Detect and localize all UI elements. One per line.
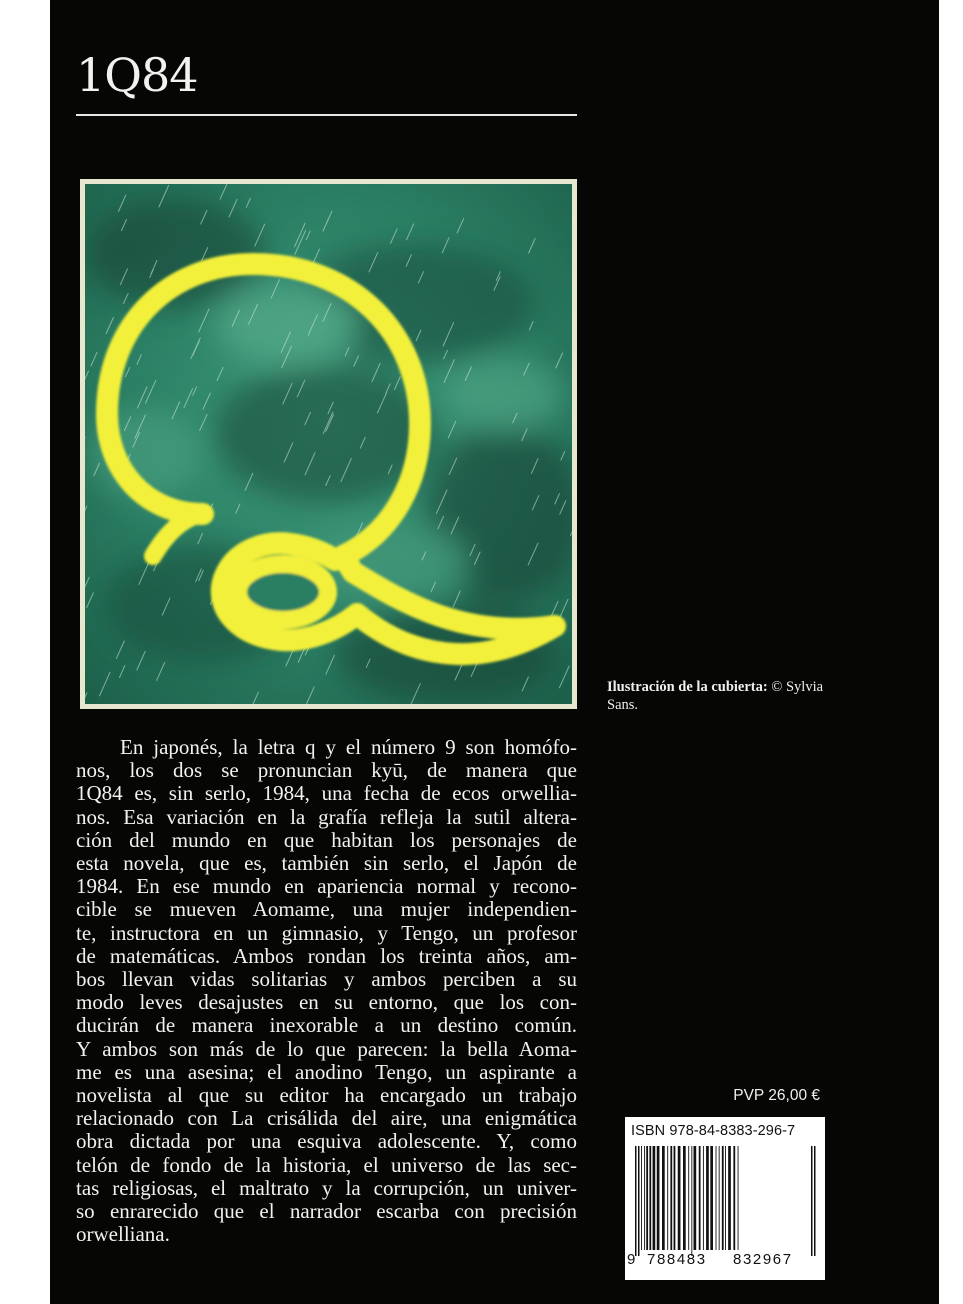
synopsis-line: 1Q84 es, sin serlo, 1984, una fecha de ecos orwellia- xyxy=(76,781,577,806)
synopsis-line: telón de fondo de la historia, el universo de las sec- xyxy=(76,1152,577,1177)
synopsis-line: relacionado con La crisálida del aire, una enigmática xyxy=(76,1106,577,1131)
synopsis-line: me es una asesina; el anodino Tengo, un aspirante a xyxy=(76,1059,577,1084)
synopsis-line: modo leves desajustes en su entorno, que los con- xyxy=(76,990,577,1015)
isbn-barcode-box xyxy=(625,1117,825,1280)
synopsis-line: Y ambos son más de lo que parecen: la bella Aoma- xyxy=(76,1036,577,1061)
barcode-right-group: 832967 xyxy=(733,1251,793,1268)
synopsis-line: orwelliana. xyxy=(76,1222,170,1247)
synopsis-line: En japonés, la letra q y el número 9 son homófo- xyxy=(120,735,577,759)
credit-value: © Sylvia Sans. xyxy=(607,679,824,713)
synopsis-line: tas religiosas, el maltrato y la corrupción, un univer- xyxy=(76,1175,577,1200)
synopsis-line: ción del mundo en que habitan los personajes de xyxy=(76,827,577,852)
barcode-left-group: 788483 xyxy=(647,1251,707,1268)
price-label: PVP 26,00 € xyxy=(733,1087,820,1104)
synopsis-line: 1984. En ese mundo en apariencia normal y recono- xyxy=(76,874,577,899)
isbn-label: ISBN 978-84-8383-296-7 xyxy=(631,1123,796,1139)
illustration-credit xyxy=(607,678,857,714)
barcode-icon xyxy=(633,1146,817,1258)
synopsis-line: bos llevan vidas solitarias y ambos perciben a su xyxy=(76,967,577,992)
synopsis-line: te, instructora en un gimnasio, y Tengo, un profesor xyxy=(76,920,577,945)
synopsis-line: novelista al que su editor ha encargado un trabajo xyxy=(76,1083,577,1108)
synopsis-line: nos. Esa variación en la grafía refleja la sutil altera- xyxy=(76,804,577,829)
credit-label: Ilustración de la cubierta: xyxy=(607,679,768,695)
synopsis-line: de matemáticas. Ambos rondan los treinta años, am- xyxy=(76,943,577,968)
synopsis-line: esta novela, que es, también sin serlo, el Japón de xyxy=(76,851,577,876)
series-title: 1Q84 xyxy=(76,48,198,102)
barcode-lead-digit: 9 xyxy=(627,1251,637,1268)
back-cover xyxy=(50,0,939,1304)
barcode-digits xyxy=(625,1251,825,1275)
synopsis-line: nos, los dos se pronuncian kyū, de manera que xyxy=(76,758,577,783)
synopsis-text xyxy=(76,736,577,1246)
synopsis-line: obra dictada por una esquiva adolescente. Y, como xyxy=(76,1129,577,1154)
synopsis-line: cible se mueven Aomame, una mujer independien- xyxy=(76,897,577,922)
q-letter-rain-illustration xyxy=(85,184,572,704)
title-divider xyxy=(76,114,577,116)
synopsis-line: ducirán de manera inexorable a un destino común. xyxy=(76,1013,577,1038)
cover-illustration-frame xyxy=(80,179,577,709)
synopsis-line: so enrarecido que el narrador escarba con precisión xyxy=(76,1199,577,1224)
